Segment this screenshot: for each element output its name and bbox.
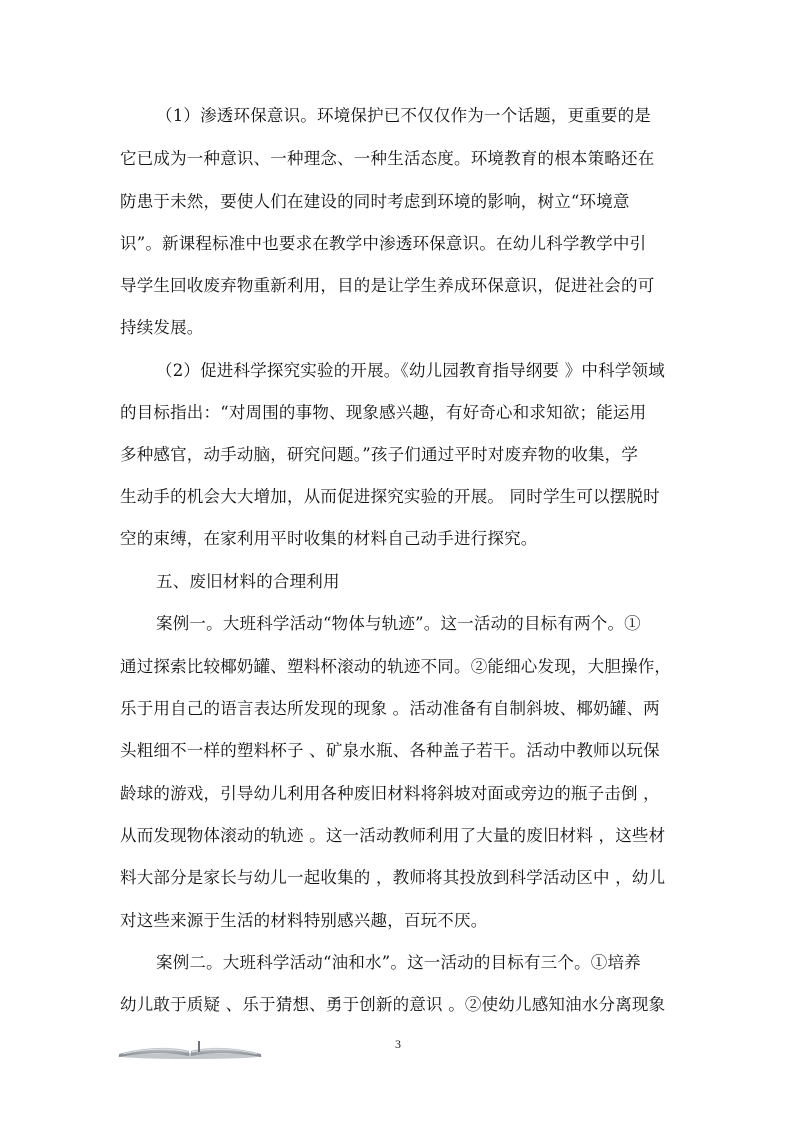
section-heading: 五、废旧材料的合理利用 — [156, 572, 340, 591]
text-line: 头粗细不一样的塑料杯子 、矿泉水瓶、各种盖子若干。活动中教师以玩保 — [120, 741, 660, 760]
text-line: 持续发展。 — [120, 318, 204, 337]
text-line: 它已成为一种意识、一种理念、一种生活态度。环境教育的根本策略还在 — [120, 149, 655, 168]
text-line: 的目标指出：“对周围的事物、现象感兴趣，有好奇心和求知欲；能运用 — [120, 403, 647, 422]
text-line: 导学生回收废弃物重新利用，目的是让学生养成环保意识，促进社会的可 — [120, 276, 655, 295]
text-line: 空的束缚，在家利用平时收集的材料自己动手进行探究。 — [120, 529, 538, 548]
text-line: 龄球的游戏，引导幼儿利用各种废旧材料将斜坡对面或旁边的瓶子击倒 ， — [120, 784, 660, 803]
text-line: 案例二。大班科学活动“油和水”。这一活动的目标有三个。①培养 — [156, 953, 641, 972]
text-line: （2）促进科学探究实验的开展。《幼儿园教育指导纲要 》中科学领域 — [156, 361, 665, 380]
text-line: 生动手的机会大大增加，从而促进探究实验的开展。 同时学生可以摆脱时 — [120, 487, 660, 506]
text-line: 通过探索比较椰奶罐、塑料杯滚动的轨迹不同。②能细心发现，大胆操作， — [120, 657, 672, 676]
text-line: 料大部分是家长与幼儿一起收集的 ，教师将其投放到科学活动区中 ，幼儿 — [120, 868, 666, 887]
text-line: （1）渗透环保意识。环境保护已不仅仅作为一个话题，更重要的是 — [156, 106, 651, 125]
text-line: 案例一。大班科学活动“物体与轨迹”。这一活动的目标有两个。① — [156, 614, 641, 633]
text-line: 对这些来源于生活的材料特别感兴趣，百玩不厌。 — [120, 911, 488, 930]
page-number: 3 — [395, 1037, 401, 1051]
text-line: 防患于未然，要使人们在建设的同时考虑到环境的影响，树立“环境意 — [120, 192, 630, 211]
open-book-icon — [115, 1038, 265, 1060]
text-line: 乐于用自己的语言表达所发现的现象 。活动准备有自制斜坡、椰奶罐、两 — [120, 699, 660, 718]
text-line: 多种感官，动手动脑，研究问题。”孩子们通过平时对废弃物的收集，学 — [120, 445, 639, 464]
text-line: 幼儿敢于质疑 、乐于猜想、勇于创新的意识 。②使幼儿感知油水分离现象 — [120, 995, 666, 1014]
text-line: 识”。新课程标准中也要求在教学中渗透环保意识。在幼儿科学教学中引 — [120, 234, 647, 253]
text-line: 从而发现物体滚动的轨迹 。这一活动教师利用了大量的废旧材料 ，这些材 — [120, 826, 666, 845]
